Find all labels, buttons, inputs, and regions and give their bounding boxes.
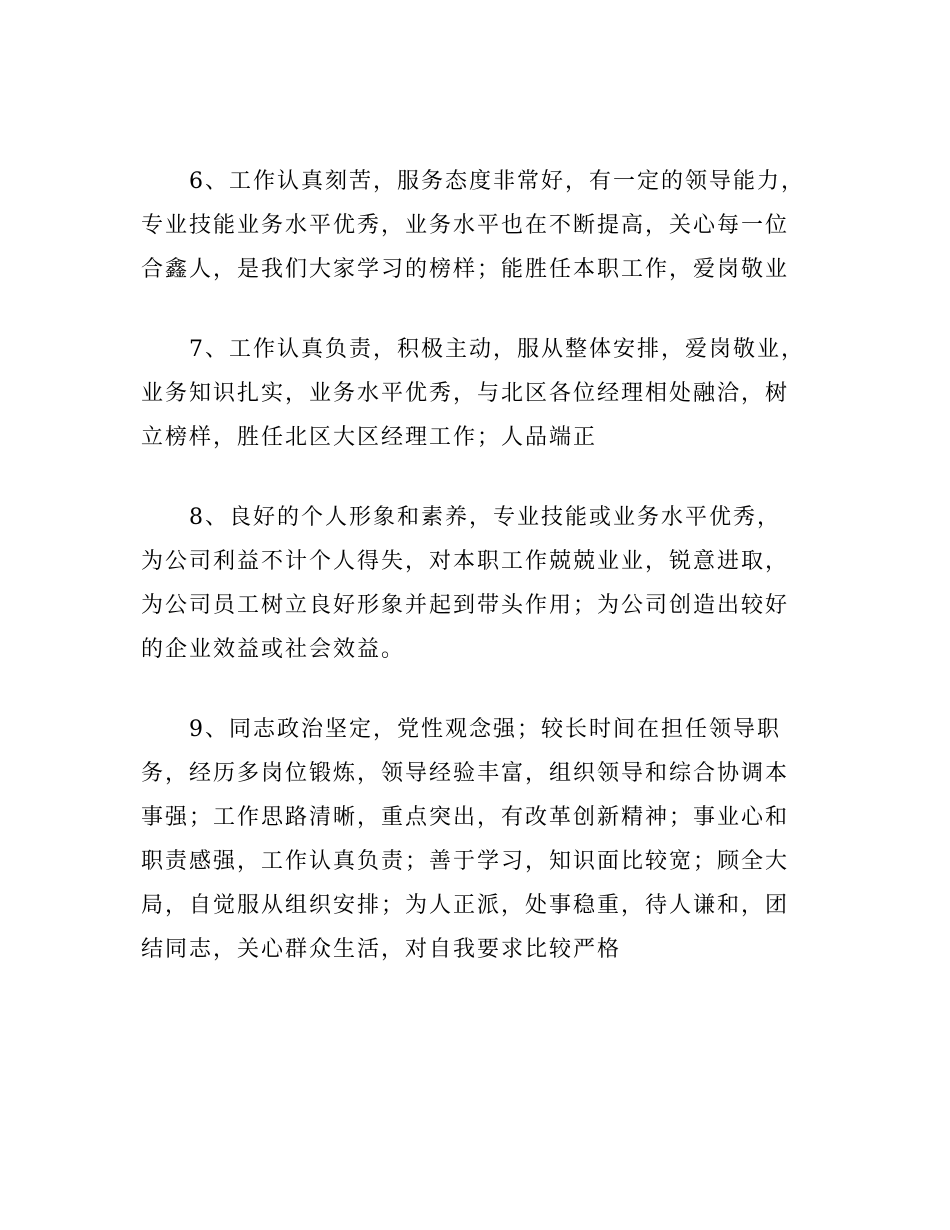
paragraph-line: 合鑫人，是我们大家学习的榜样；能胜任本职工作，爱岗敬业 [141, 257, 790, 282]
paragraph-line: 为公司利益不计个人得失，对本职工作兢兢业业，锐意进取， [141, 549, 790, 574]
paragraph-8 [141, 496, 813, 672]
paragraph-line: 8、良好的个人形象和素养，专业技能或业务水平优秀， [189, 505, 781, 530]
paragraph-line: 6、工作认真刻苦，服务态度非常好，有一定的领导能力， [189, 169, 805, 194]
paragraph-line: 的企业效益或社会效益。 [141, 637, 406, 662]
paragraph-line: 业务知识扎实，业务水平优秀，与北区各位经理相处融洽，树 [141, 381, 790, 406]
paragraph-line: 职责感强，工作认真负责；善于学习，知识面比较宽；顾全大 [141, 849, 790, 874]
paragraph-line: 局，自觉服从组织安排；为人正派，处事稳重，待人谦和，团 [141, 893, 790, 918]
paragraph-line: 9、同志政治坚定，党性观念强；较长时间在担任领导职 [189, 717, 781, 742]
paragraph-line: 结同志，关心群众生活，对自我要求比较严格 [141, 937, 622, 962]
paragraph-line: 为公司员工树立良好形象并起到带头作用；为公司创造出较好 [141, 593, 790, 618]
paragraph-line: 专业技能业务水平优秀，业务水平也在不断提高，关心每一位 [141, 213, 790, 238]
paragraph-line: 事强；工作思路清晰，重点突出，有改革创新精神；事业心和 [141, 805, 790, 830]
paragraph-line: 务，经历多岗位锻炼，领导经验丰富，组织领导和综合协调本 [141, 761, 790, 786]
paragraph-line: 立榜样，胜任北区大区经理工作；人品端正 [141, 425, 598, 450]
paragraph-6 [141, 160, 813, 292]
paragraph-7 [141, 328, 813, 460]
paragraph-9 [141, 708, 813, 972]
document-body [141, 160, 813, 1008]
paragraph-line: 7、工作认真负责，积极主动，服从整体安排，爱岗敬业， [189, 337, 805, 362]
